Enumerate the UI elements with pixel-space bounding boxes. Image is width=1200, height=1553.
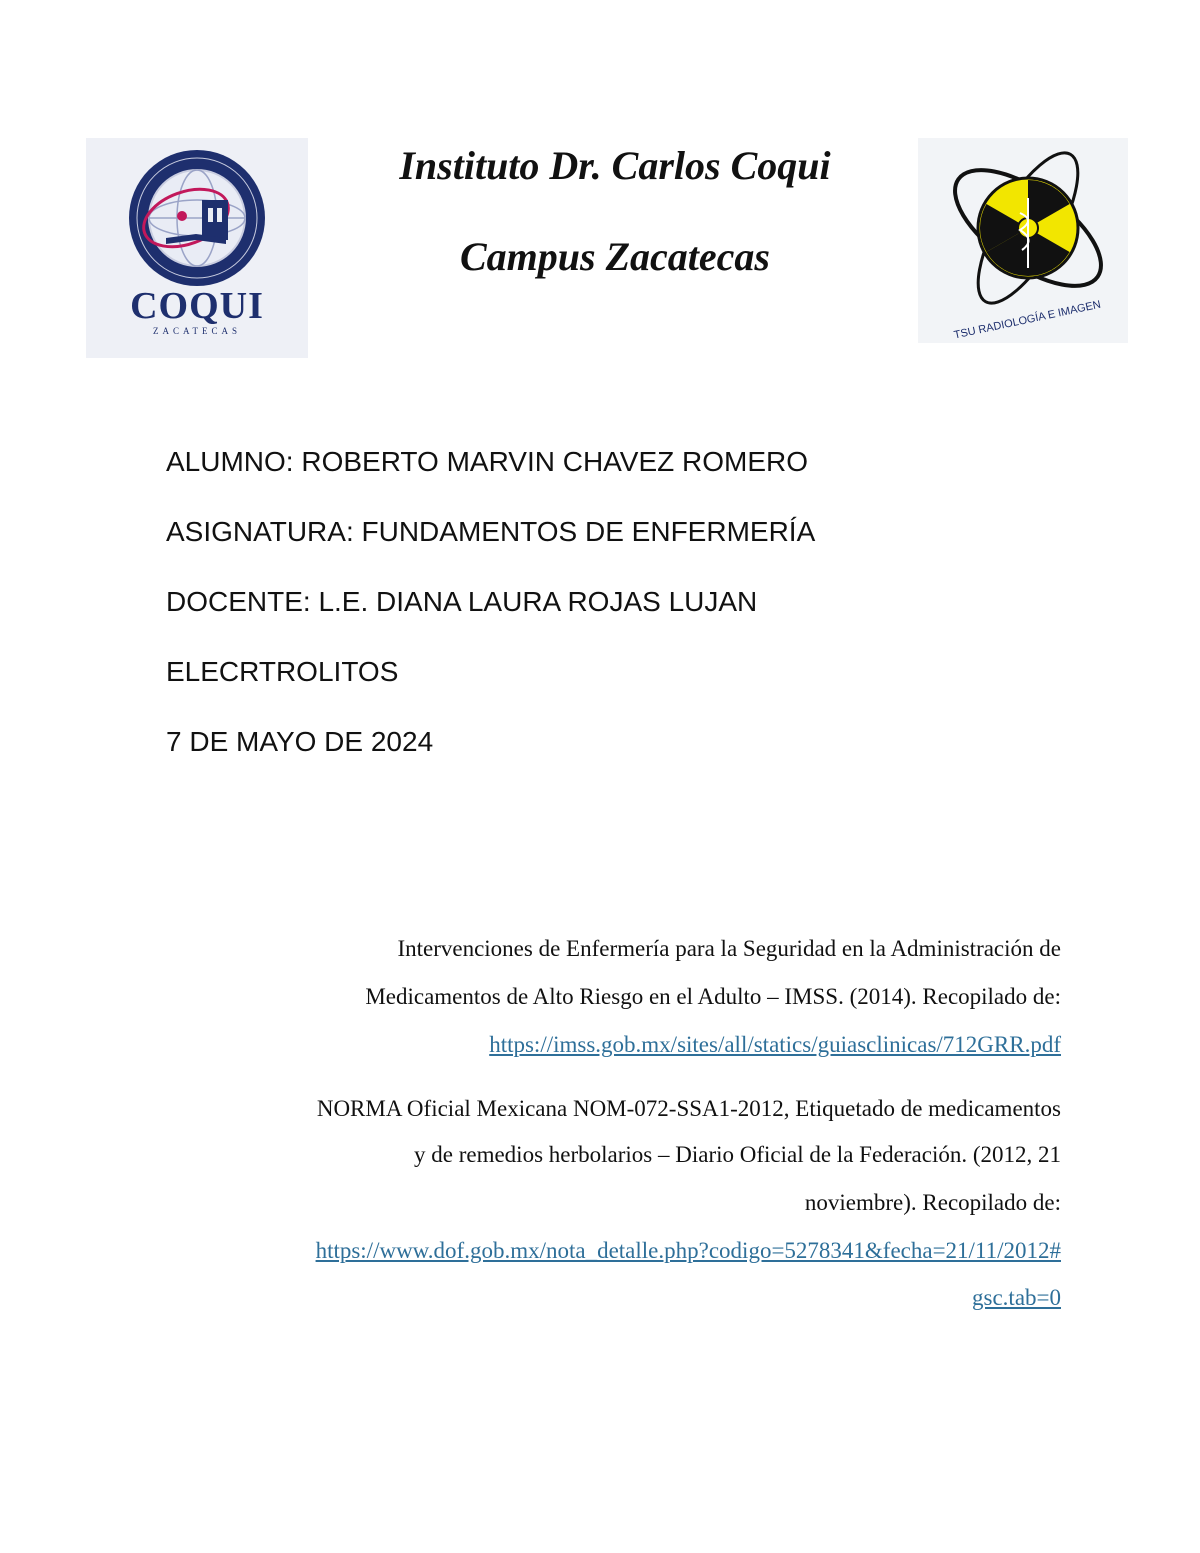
teacher: DOCENTE: L.E. DIANA LAURA ROJAS LUJAN xyxy=(166,586,758,617)
coqui-subtitle: ZACATECAS xyxy=(152,326,242,336)
reference-2-link-part-2[interactable]: gsc.tab=0 xyxy=(972,1285,1061,1310)
reference-2-link-part-1[interactable]: https://www.dof.gob.mx/nota_detalle.php?codigo=5278341&fecha=21/11/2012# xyxy=(315,1238,1061,1263)
reference-1-link[interactable]: https://imss.gob.mx/sites/all/statics/guiasclinicas/712GRR.pdf xyxy=(489,1032,1061,1057)
reference-1-line-2: Medicamentos de Alto Riesgo en el Adulto – IMSS. (2014). Recopilado de: xyxy=(365,984,1061,1009)
reference-2-link-line-1 xyxy=(316,1238,1061,1264)
coqui-logo xyxy=(86,138,308,358)
radiologia-logo xyxy=(918,138,1128,343)
reference-2-link-line-2 xyxy=(972,1285,1061,1311)
radiation-atom-icon xyxy=(918,138,1128,343)
campus-title: Campus Zacatecas xyxy=(460,234,770,279)
topic: ELECRTROLITOS xyxy=(166,656,399,687)
date: 7 DE MAYO DE 2024 xyxy=(166,726,434,757)
student-name: ALUMNO: ROBERTO MARVIN CHAVEZ ROMERO xyxy=(166,446,809,477)
reference-2-line-1: NORMA Oficial Mexicana NOM-072-SSA1-2012, Etiquetado de medicamentos xyxy=(316,1096,1061,1121)
institution-title: Instituto Dr. Carlos Coqui xyxy=(399,143,831,188)
reference-2-line-3: noviembre). Recopilado de: xyxy=(804,1190,1061,1215)
coqui-seal-icon xyxy=(86,138,308,358)
reference-2-line-2: y de remedios herbolarios – Diario Oficial de la Federación. (2012, 21 xyxy=(414,1142,1061,1167)
reference-1-line-1: Intervenciones de Enfermería para la Seguridad en la Administración de xyxy=(397,936,1061,961)
radiologia-ring-text: TSU RADIOLOGÍA E IMAGEN xyxy=(952,298,1102,342)
subject: ASIGNATURA: FUNDAMENTOS DE ENFERMERÍA xyxy=(166,516,816,547)
coqui-wordmark: COQUI xyxy=(130,285,264,327)
reference-1-link-line xyxy=(489,1032,1061,1058)
